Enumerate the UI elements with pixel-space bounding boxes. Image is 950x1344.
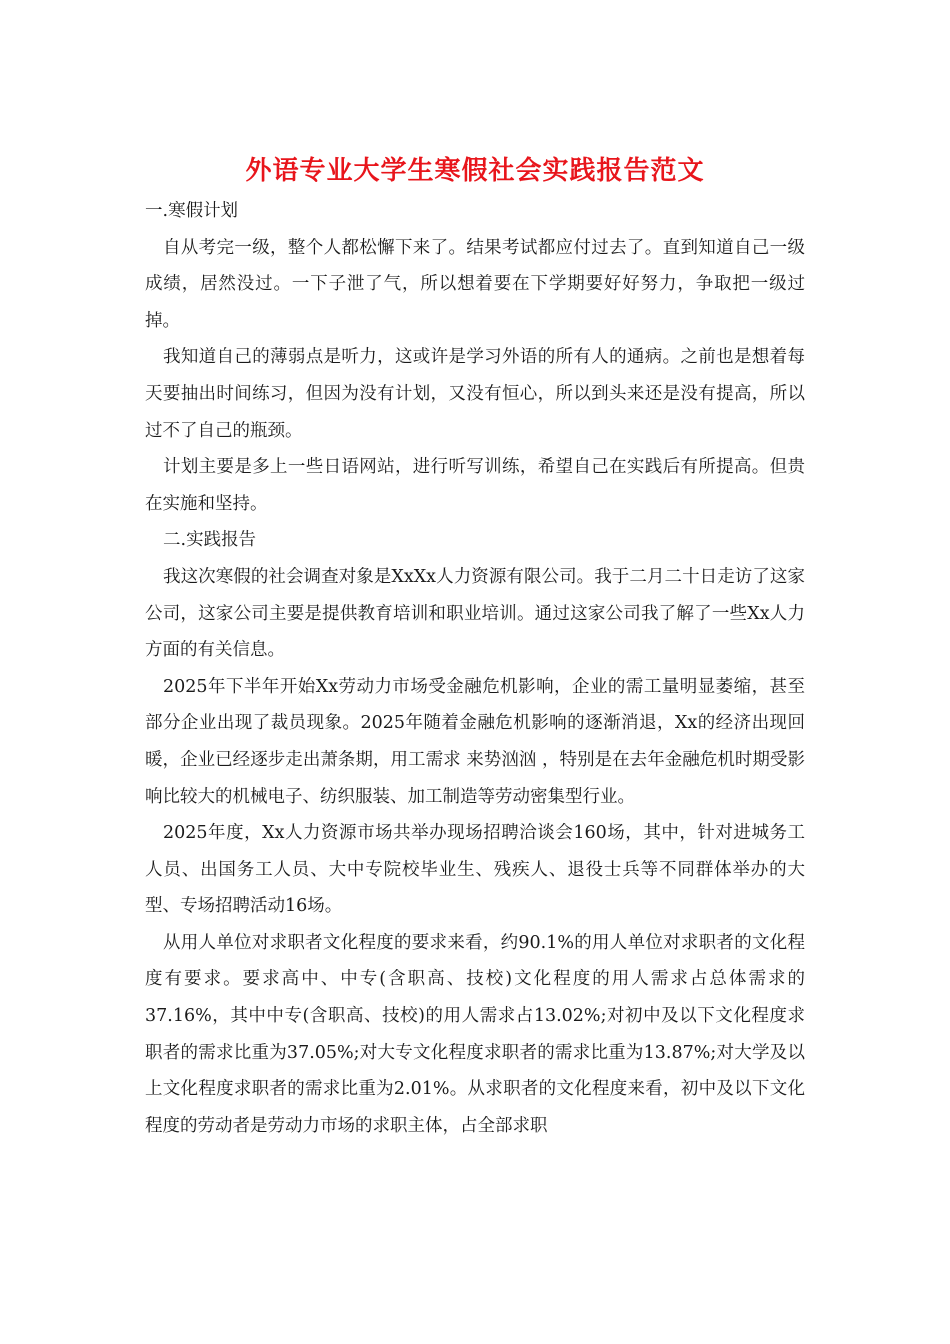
paragraph: 2025年下半年开始Xx劳动力市场受金融危机影响，企业的需工量明显萎缩，甚至部分企业出现了裁员现象。2025年随着金融危机影响的逐渐消退，Xx的经济出现回暖，企业已经逐步走出萧条期，用工需求 来势汹汹 ，特别是在去年金融危机时期受影响比较大的机械电子、纺织服装、加工制造等劳动密集型行业。 <box>145 676 805 807</box>
paragraph: 计划主要是多上一些日语网站，进行听写训练，希望自己在实践后有所提高。但贵在实施和坚持。 <box>145 457 805 514</box>
paragraph: 我这次寒假的社会调查对象是XxXx人力资源有限公司。我于二月二十日走访了这家公司，这家公司主要是提供教育培训和职业培训。通过这家公司我了解了一些Xx人力方面的有关信息。 <box>145 566 805 661</box>
paragraph: 从用人单位对求职者文化程度的要求来看，约90.1%的用人单位对求职者的文化程度有要求。要求高中、中专(含职高、技校)文化程度的用人需求占总体需求的37.16%，其中中专(含职高、技校)的用人需求占13.02%;对初中及以下文化程度求职者的需求比重为37.05%;对大专文化程度求职者的需求比重为13.87%;对大学及以上文化程度求职者的需求比重为2.01%。从求职者的文化程度来看，初中及以下文化程度的劳动者是劳动力市场的求职主体，占全部求职 <box>145 932 805 1136</box>
paragraph: 2025年度，Xx人力资源市场共举办现场招聘洽谈会160场，其中，针对进城务工人员、出国务工人员、大中专院校毕业生、残疾人、退役士兵等不同群体举办的大型、专场招聘活动16场。 <box>145 823 805 917</box>
section-heading-report: 二.实践报告 <box>163 530 257 551</box>
section-heading-plan: 一.寒假计划 <box>145 201 239 221</box>
document-body <box>145 193 805 1144</box>
paragraph: 我知道自己的薄弱点是听力，这或许是学习外语的所有人的通病。之前也是想着每天要抽出时间练习，但因为没有计划，又没有恒心，所以到头来还是没有提高，所以过不了自己的瓶颈。 <box>145 347 805 441</box>
document-title: 外语专业大学生寒假社会实践报告范文 <box>245 156 705 186</box>
paragraph: 自从考完一级，整个人都松懈下来了。结果考试都应付过去了。直到知道自己一级成绩，居然没过。一下子泄了气，所以想着要在下学期要好好努力，争取把一级过掉。 <box>145 237 805 331</box>
